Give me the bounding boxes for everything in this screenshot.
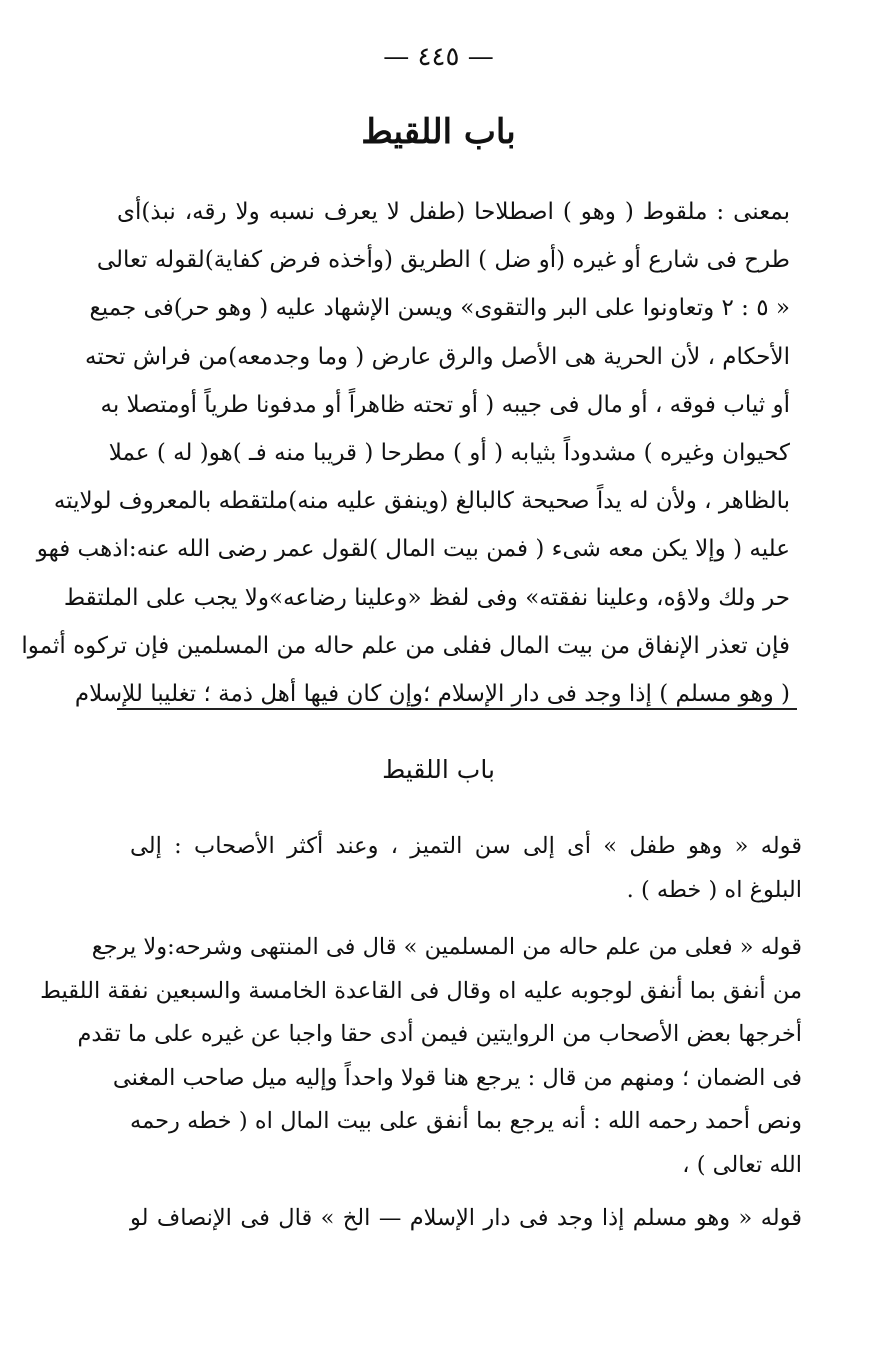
commentary-paragraph [40,926,802,1187]
main-text-line: طرح فى شارع أو غيره (أو ضل ) الطريق (وأخذه فرض كفاية)لقوله تعالى [96,247,790,274]
commentary-paragraph [130,1197,802,1241]
main-text-line: ( وهو مسلم ) إذا وجد فى دار الإسلام ؛وإن كان فيها أهل ذمة ؛ تغليبا للإسلام [74,680,790,707]
commentary-line: البلوغ اه ( خطه ) . [626,876,802,903]
main-text-line: « ٥ : ٢ وتعاونوا على البر والتقوى» ويسن الإشهاد عليه ( وهو حر)فى جميع [89,295,790,322]
commentary-line: الله تعالى ) ، [682,1151,802,1178]
footnote-divider [117,708,797,710]
main-text-line: بالظاهر ، ولأن له يداً صحيحة كالبالغ (وينفق عليه منه)ملتقطه بالمعروف لولايته [53,488,790,515]
page-number: — ٤٤٥ — [383,42,494,72]
commentary-line: قوله « وهو مسلم إذا وجد فى دار الإسلام — الخ » قال فى الإنصاف لو [130,1205,802,1231]
main-text-body [21,188,790,718]
main-text-line: الأحكام ، لأن الحرية هى الأصل والرق عارض ( وما وجدمعه)من فراش تحته [85,343,790,370]
main-text-line: أو ثياب فوقه ، أو مال فى جيبه ( أو تحته ظاهراً أو مدفونا طرياً أومتصلا به [100,391,790,418]
main-text-line: بمعنى : ملقوط ( وهو ) اصطلاحا (طفل لا يعرف نسبه ولا رقه، نبذ)أى [117,199,790,225]
chapter-title: باب اللقيط [361,112,516,152]
commentary-title: باب اللقيط [382,755,495,784]
main-text-line: فإن تعذر الإنفاق من بيت المال ففلى من علم حاله من المسلمين فإن تركوه أثموا [21,632,790,659]
commentary-line: قوله « وهو طفل » أى إلى سن التميز ، وعند أكثر الأصحاب : إلى [130,833,802,859]
main-text-line: عليه ( وإلا يكن معه شىء ( فمن بيت المال )لقول عمر رضى الله عنه:اذهب فهو [36,536,790,563]
commentary-paragraph [130,825,802,912]
commentary-line: قوله « فعلى من علم حاله من المسلمين » قال فى المنتهى وشرحه:ولا يرجع [91,934,802,960]
commentary-line: أخرجها بعض الأصحاب من الروايتين فيمن أدى حقا واجبا عن غيره على ما تقدم [77,1021,802,1047]
commentary-line: من أنفق بما أنفق لوجوبه عليه اه وقال فى القاعدة الخامسة والسبعين نفقة اللقيط [40,977,802,1004]
commentary-line: ونص أحمد رحمه الله : أنه يرجع بما أنفق على بيت المال اه ( خطه رحمه [130,1108,802,1134]
main-text-line: كحيوان وغيره ) مشدوداً بثيابه ( أو ) مطرحا ( قريبا منه فـ )هو( له ) عملا [108,439,790,466]
main-text-line: حر ولك ولاؤه، وعلينا نفقته» وفى لفظ «وعلينا رضاعه»ولا يجب على الملتقط [63,584,790,611]
commentary-line: فى الضمان ؛ ومنهم من قال : يرجع هنا قولا واحداً وإليه ميل صاحب المغنى [112,1064,802,1091]
